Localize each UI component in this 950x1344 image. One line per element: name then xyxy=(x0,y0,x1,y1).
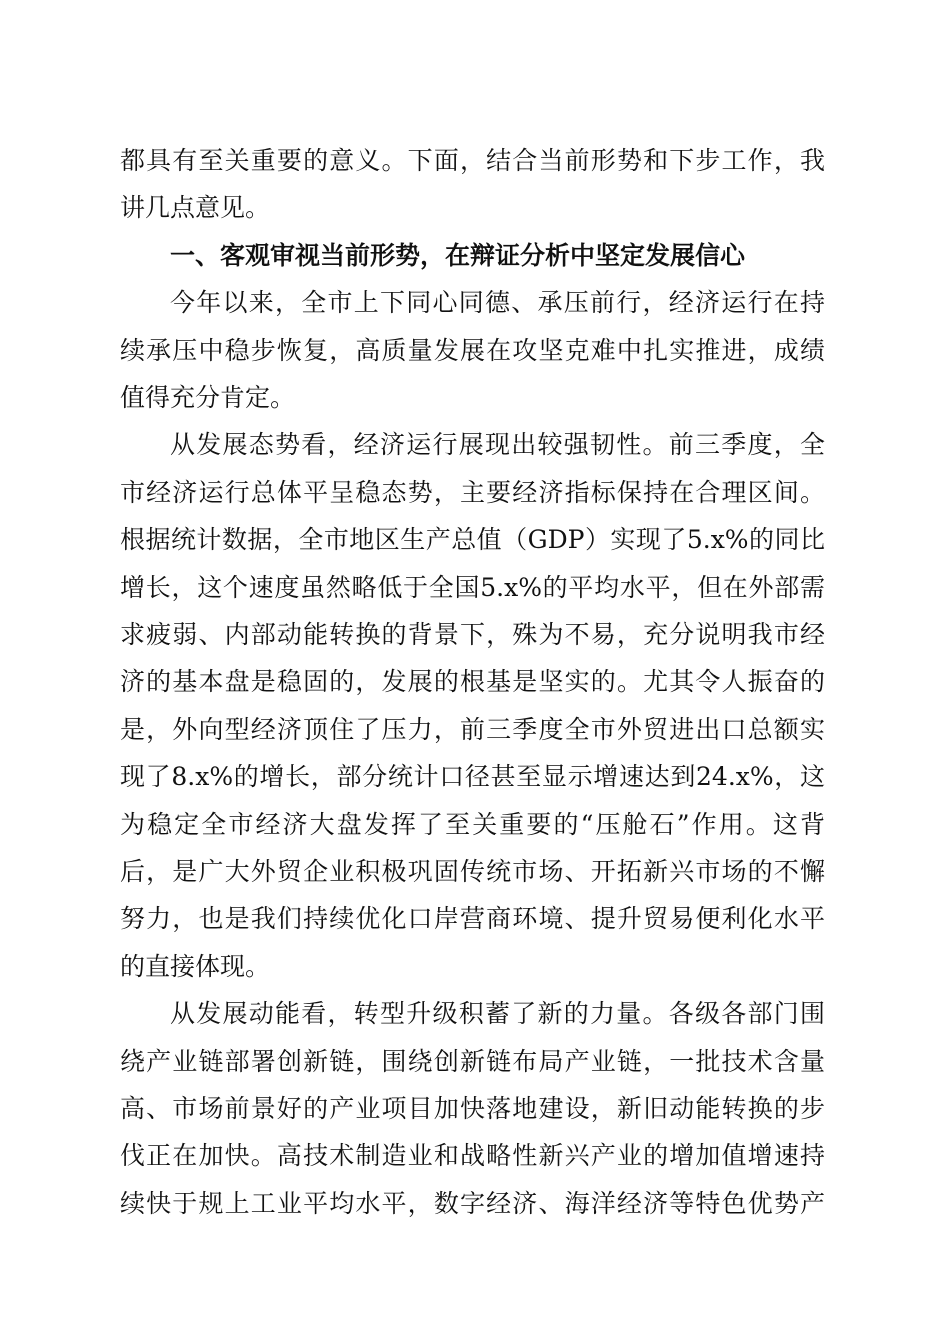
paragraph-2-line-7: 是，外向型经济顶住了压力，前三季度全市外贸进出口总额实 xyxy=(120,715,825,744)
paragraph-3-line-1: 从发展动能看，转型升级积蓄了新的力量。各级各部门围 xyxy=(170,999,825,1028)
paragraph-2-line-11: 努力，也是我们持续优化口岸营商环境、提升贸易便利化水平 xyxy=(120,904,825,933)
paragraph-3-line-3: 高、市场前景好的产业项目加快落地建设，新旧动能转换的步 xyxy=(120,1094,825,1123)
paragraph-2-line-8: 现了8.x%的增长，部分统计口径甚至显示增速达到24.x%，这 xyxy=(120,762,825,791)
paragraph-2-line-1: 从发展态势看，经济运行展现出较强韧性。前三季度，全 xyxy=(170,430,825,459)
paragraph-2-line-6: 济的基本盘是稳固的，发展的根基是坚实的。尤其令人振奋的 xyxy=(120,667,825,696)
text-line-2: 讲几点意见。 xyxy=(120,193,271,222)
text-line-1: 都具有至关重要的意义。下面，结合当前形势和下步工作，我 xyxy=(120,146,825,175)
section-heading-1: 一、客观审视当前形势，在辩证分析中坚定发展信心 xyxy=(170,241,746,270)
paragraph-2-line-2: 市经济运行总体平呈稳态势，主要经济指标保持在合理区间。 xyxy=(120,478,825,507)
paragraph-2-line-12: 的直接体现。 xyxy=(120,952,271,981)
paragraph-2-line-10: 后，是广大外贸企业积极巩固传统市场、开拓新兴市场的不懈 xyxy=(120,857,825,886)
paragraph-1-line-1: 今年以来，全市上下同心同德、承压前行，经济运行在持 xyxy=(170,288,825,317)
paragraph-2-line-9: 为稳定全市经济大盘发挥了至关重要的“压舱石”作用。这背 xyxy=(120,810,825,839)
paragraph-2-line-4: 增长，这个速度虽然略低于全国5.x%的平均水平，但在外部需 xyxy=(120,573,825,602)
paragraph-3-line-2: 绕产业链部署创新链，围绕创新链布局产业链，一批技术含量 xyxy=(120,1047,825,1076)
paragraph-3-line-4: 伐正在加快。高技术制造业和战略性新兴产业的增加值增速持 xyxy=(120,1141,825,1170)
paragraph-1-line-3: 值得充分肯定。 xyxy=(120,383,296,412)
paragraph-2-line-5: 求疲弱、内部动能转换的背景下，殊为不易，充分说明我市经 xyxy=(120,620,825,649)
paragraph-1-line-2: 续承压中稳步恢复，高质量发展在攻坚克难中扎实推进，成绩 xyxy=(120,336,825,365)
paragraph-3-line-5: 续快于规上工业平均水平，数字经济、海洋经济等特色优势产 xyxy=(120,1189,825,1218)
paragraph-2-line-3: 根据统计数据，全市地区生产总值（GDP）实现了5.x%的同比 xyxy=(120,525,825,554)
